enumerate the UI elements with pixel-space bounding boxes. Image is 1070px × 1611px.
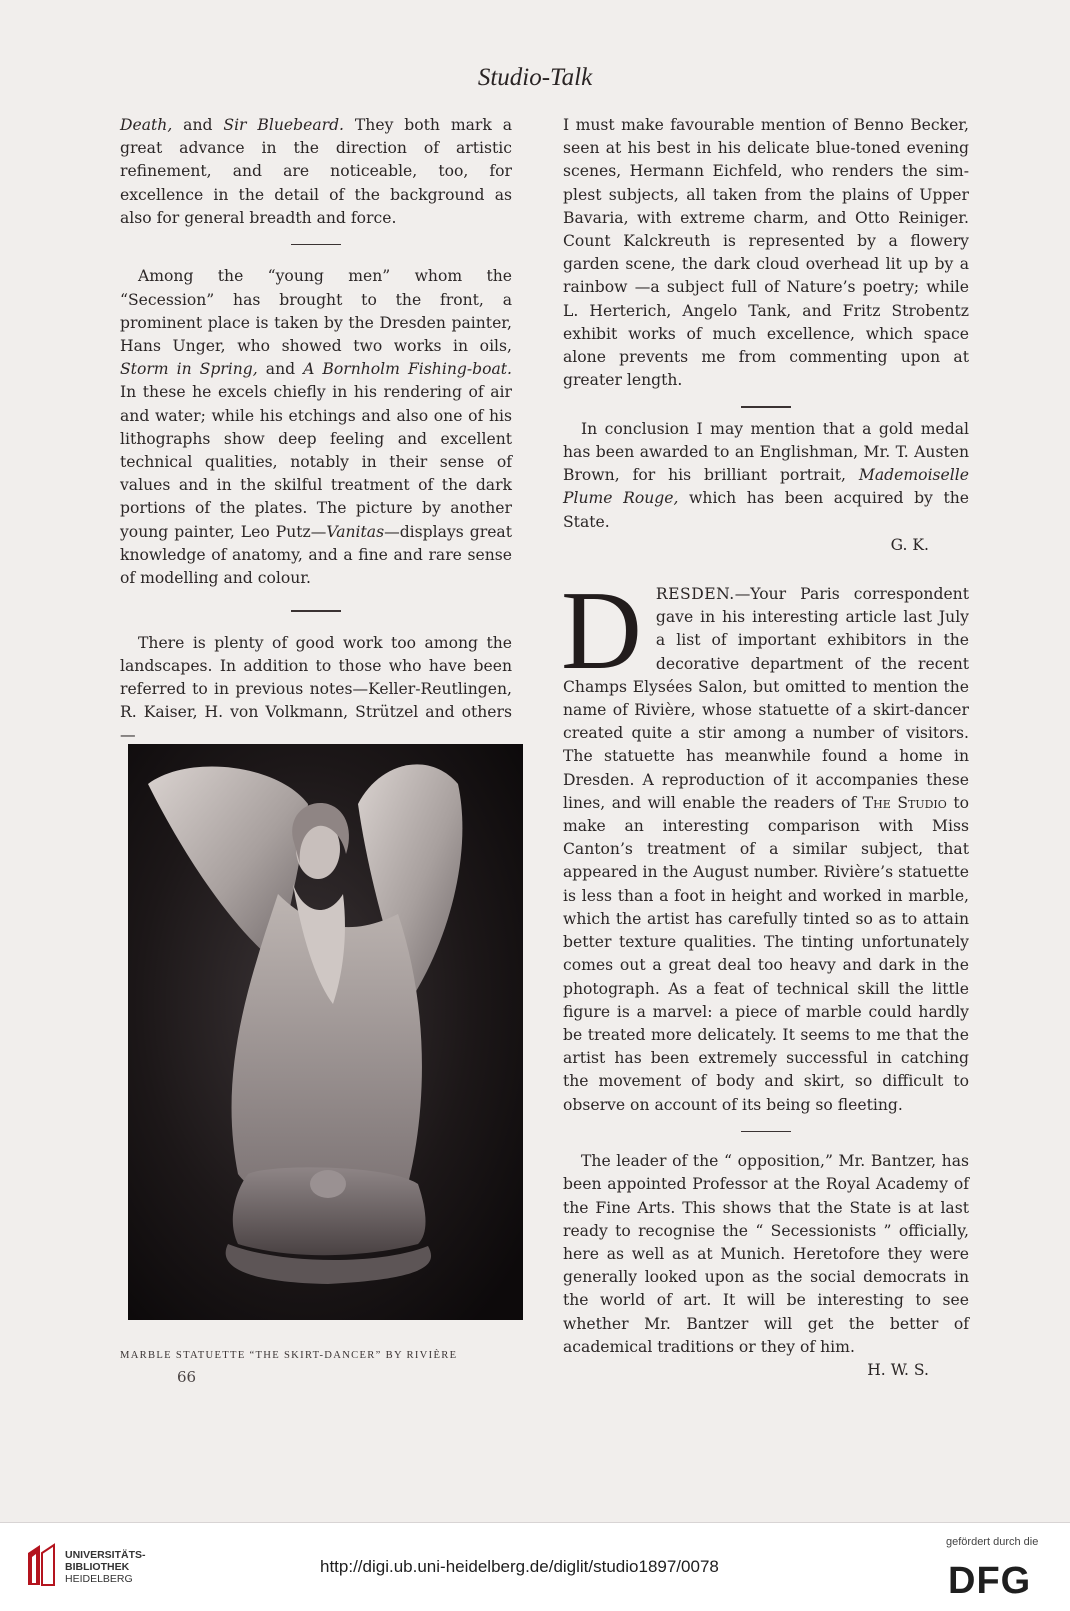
dfg-logo-text: DFG	[948, 1560, 1032, 1599]
signature-gk: G. K.	[890, 535, 929, 554]
digitization-footer	[0, 1522, 1070, 1611]
right-paragraph-4: The leader of the “ opposition,” Mr. Bantzer, has been appointed Professor at the Royal Academy of the Fine Arts. This shows that the State is at last ready to recognise the “ Secessionists ” officially, here as well as at Munich. Heretofore they were generally looked upon as the social democrats in the world of art. It will be interesting to see whether Mr. Bantzer will get the better of academical traditions or they of him.	[563, 1152, 969, 1356]
funding-note: gefördert durch die	[946, 1536, 1039, 1548]
left-column	[120, 114, 512, 748]
section-divider	[291, 244, 341, 245]
left-paragraph-1: Death, and Sir Bluebeard. They both mark a great advance in the direction of artistic refinement, and are noticeable, too, for excellence in the detail of the background as also for general breadth and force.	[120, 116, 512, 227]
right-column	[563, 114, 969, 1382]
signature-hws: H. W. S.	[867, 1360, 929, 1379]
skirt-dancer-statuette-image	[128, 744, 523, 1320]
right-paragraph-2: In conclusion I may mention that a gold medal has been awarded to an Englishman, Mr. T. Austen Brown, for his brilliant portrait, Mademoiselle Plume Rouge, which has been acquired by the State.	[563, 419, 969, 531]
dfg-logo-icon	[948, 1557, 1058, 1599]
running-header: Studio-Talk	[477, 64, 593, 91]
page-number: 66	[177, 1368, 197, 1386]
statuette-photo	[128, 744, 523, 1320]
figure-caption: MARBLE STATUETTE “THE SKIRT-DANCER” BY RIVIÈRE	[120, 1350, 458, 1361]
left-paragraph-2: Among the “young men” whom the “Secession” has brought to the front, a prominent place is taken by the Dresden painter, Hans Unger, who showed two works in oils, Storm in Spring, and A Bornholm Fishing-boat. In these he excels chiefly in his rendering of air and water; while his etchings and also one of his lithographs show deep feeling and excellent technical qualities, notably in their sense of values and in the skilful treatment of the dark portions of the plates. The picture by another young painter, Leo Putz—Vanitas—displays great knowledge of anatomy, and a fine and rare sense of modelling and colour.	[120, 267, 512, 588]
left-paragraph-3: There is plenty of good work too among the landscapes. In addition to those who have been referred to in previous notes—Keller-Reutlingen, R. Kaiser, H. von Volkmann, Strützel and others—	[120, 633, 512, 745]
university-library-logo-icon	[26, 1543, 58, 1587]
section-divider	[741, 1131, 791, 1132]
drop-cap: D	[561, 569, 642, 694]
right-paragraph-1: I must make favourable mention of Benno Becker, seen at his best in his delicate blue-toned evening scenes, Hermann Eichfeld, who renders the simplest subjects, all taken from the plains of Upper Bavaria, with extreme charm, and Otto Reiniger. Count Kalckreuth is represented by a flowery garden scene, the dark cloud overhead lit up by a rainbow —a subject full of Nature’s poetry; while L. Herterich, Angelo Tank, and Fritz Strobentz exhibit works of much excellence, which space alone prevents me from commenting upon at greater length.	[563, 116, 969, 390]
right-paragraph-3: DRESDEN.—Your Paris correspondent gave in his interesting article last July a list of important exhibitors in the decorative department of the recent Champs Elysées Salon, but omitted to mention the name of Rivière, whose statuette of a skirt-dancer created quite a stir among a number of visitors. The statuette has meanwhile found a home in Dresden. A reproduction of it accompanies these lines, and will enable the readers of The Studio to make an interesting comparison with Miss Canton’s treatment of a similar subject, that appeared in the August number. Rivière’s statuette is less than a foot in height and worked in marble, which the artist has carefully tinted so as to attain better texture qualities. The tinting unfortunately comes out a great deal too heavy and dark in the photograph. As a feat of technical skill the little figure is a marvel: a piece of marble could hardly be treated more delicately. It seems to me that the artist has been extremely successful in catching the movement of body and skirt, so difficult to observe on account of its being so fleeting.	[561, 569, 969, 1114]
section-divider	[291, 610, 341, 611]
library-name: UNIVERSITÄTS- BIBLIOTHEK HEIDELBERG	[65, 1549, 146, 1585]
section-divider	[741, 406, 791, 407]
source-url-link[interactable]: http://digi.ub.uni-heidelberg.de/diglit/studio1897/0078	[320, 1557, 719, 1576]
